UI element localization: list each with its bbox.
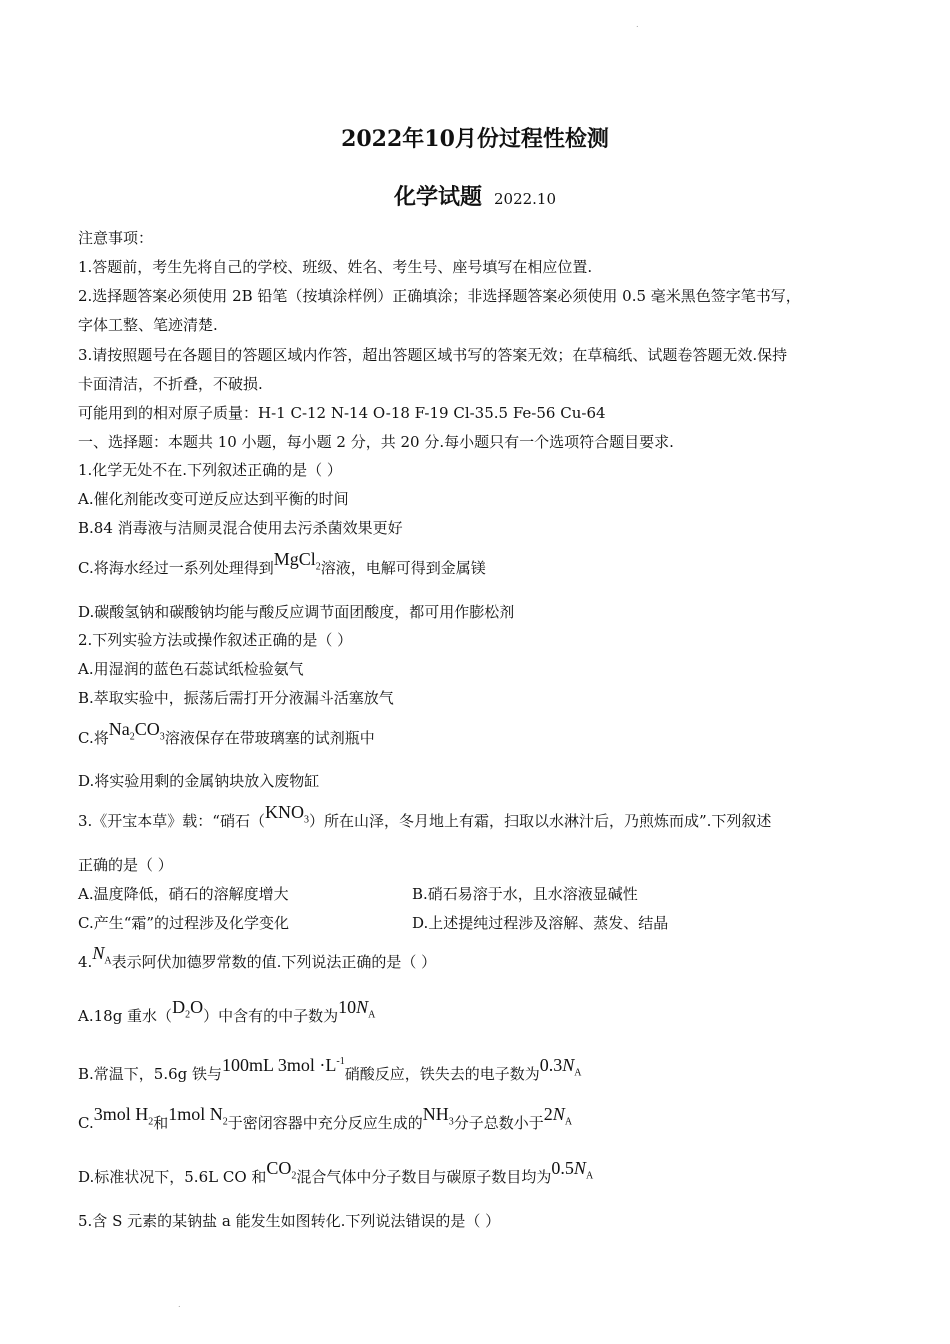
q5-stem: 5.含 S 元素的某钠盐 a 能发生如图转化.下列说法错误的是（ ） bbox=[78, 1212, 501, 1230]
q3-option-d: D.上述提纯过程涉及溶解、蒸发、结晶 bbox=[412, 914, 669, 932]
scan-mark-top: . bbox=[636, 20, 639, 29]
q4-option-d: D.标准状况下，5.6L CO 和$CO_2$混合气体中分子数目与碳原子数目均为$0.5N_A$ bbox=[78, 1158, 594, 1186]
q2-option-a: A.用湿润的蓝色石蕊试纸检验氨气 bbox=[78, 660, 304, 678]
q2-option-b: B.萃取实验中，振荡后需打开分液漏斗活塞放气 bbox=[78, 689, 394, 707]
q2-option-d: D.将实验用剩的金属钠块放入废物缸 bbox=[78, 772, 320, 790]
q3-option-c: C.产生“霜”的过程涉及化学变化 bbox=[78, 914, 290, 932]
exam-date: 2022.10 bbox=[493, 190, 557, 208]
q4-option-b: B.常温下，5.6g 铁与100mL $3mol \cdot L^{-1}$硝酸反应，铁失去的电子数为$0.3N_A$ bbox=[78, 1055, 582, 1083]
q2-option-c: C.将$Na_2CO_3$溶液保存在带玻璃塞的试剂瓶中 bbox=[78, 719, 375, 747]
formula-na2co3: $Na_2CO_3$ bbox=[108, 719, 165, 743]
q1-option-a: A.催化剂能改变可逆反应达到平衡的时间 bbox=[78, 490, 349, 508]
q1-option-c: C.将海水经过一系列处理得到MgCl$_2$溶液，电解可得到金属镁 bbox=[78, 549, 486, 577]
q1-stem: 1.化学无处不在.下列叙述正确的是（ ） bbox=[78, 461, 342, 479]
atomic-masses: 可能用到的相对原子质量：H-1 C-12 N-14 O-18 F-19 Cl-35.5 Fe-56 Cu-64 bbox=[78, 404, 606, 422]
q4-stem: $4.N_A$表示阿伏加德罗常数的值.下列说法正确的是（ ） bbox=[78, 943, 437, 971]
q3-stem-cont: 正确的是（ ） bbox=[78, 856, 173, 874]
q2-stem: 2.下列实验方法或操作叙述正确的是（ ） bbox=[78, 631, 353, 649]
notice-item-1: 1.答题前，考生先将自己的学校、班级、姓名、考生号、座号填写在相应位置. bbox=[78, 258, 593, 276]
q4-option-c: C.3mol $H_2$和1mol $N_2$于密闭容器中充分反应生成的$NH_3$分子总数小于$2N_A$ bbox=[78, 1104, 573, 1132]
notice-heading: 注意事项： bbox=[78, 229, 154, 247]
exam-subtitle bbox=[0, 180, 950, 211]
section-heading: 一、选择题：本题共 10 小题，每小题 2 分，共 20 分.每小题只有一个选项符合题目要求. bbox=[78, 433, 674, 451]
q1-option-b: B.84 消毒液与洁厕灵混合使用去污杀菌效果更好 bbox=[78, 519, 403, 537]
scan-mark-bottom: . bbox=[178, 1300, 181, 1309]
q3-stem: 3.《开宝本草》载：“硝石$(KNO_3)$所在山泽，冬月地上有霜，扫取以水淋汁后，乃煎炼而成”.下列叙述 bbox=[78, 802, 772, 830]
symbol-na: $N_A$ bbox=[92, 943, 112, 967]
notice-item-2: 2.选择题答案必须使用 2B 铅笔（按填涂样例）正确填涂；非选择题答案必须使用 0.5 毫米黑色签字笔书写， bbox=[78, 287, 801, 305]
q1-option-d: D.碳酸氢钠和碳酸钠均能与酸反应调节面团酸度，都可用作膨松剂 bbox=[78, 603, 515, 621]
formula-d2o: $D_2O$ bbox=[172, 997, 204, 1021]
notice-item-2-cont: 字体工整、笔迹清楚. bbox=[78, 316, 218, 334]
notice-item-3-cont: 卡面清洁，不折叠，不破损. bbox=[78, 375, 263, 393]
exam-title: 2022年10月份过程性检测 bbox=[341, 126, 609, 152]
q3-option-b: B.硝石易溶于水，且水溶液显碱性 bbox=[412, 885, 638, 903]
q4-option-a: A.18g 重水$(D_2O)$中含有的中子数为$10N_A$ bbox=[78, 997, 376, 1025]
formula-kno3: $KNO_3$ bbox=[264, 802, 309, 826]
q3-option-a: A.温度降低，硝石的溶解度增大 bbox=[78, 885, 289, 903]
subject-title: 化学试题 bbox=[393, 184, 482, 210]
notice-item-3: 3.请按照题号在各题目的答题区域内作答，超出答题区域书写的答案无效；在草稿纸、试题卷答题无效.保持 bbox=[78, 346, 788, 364]
formula-concentration: 100mL $3mol \cdot L^{-1}$ bbox=[222, 1055, 345, 1075]
formula-mgcl2: MgCl$_2$ bbox=[273, 549, 321, 573]
